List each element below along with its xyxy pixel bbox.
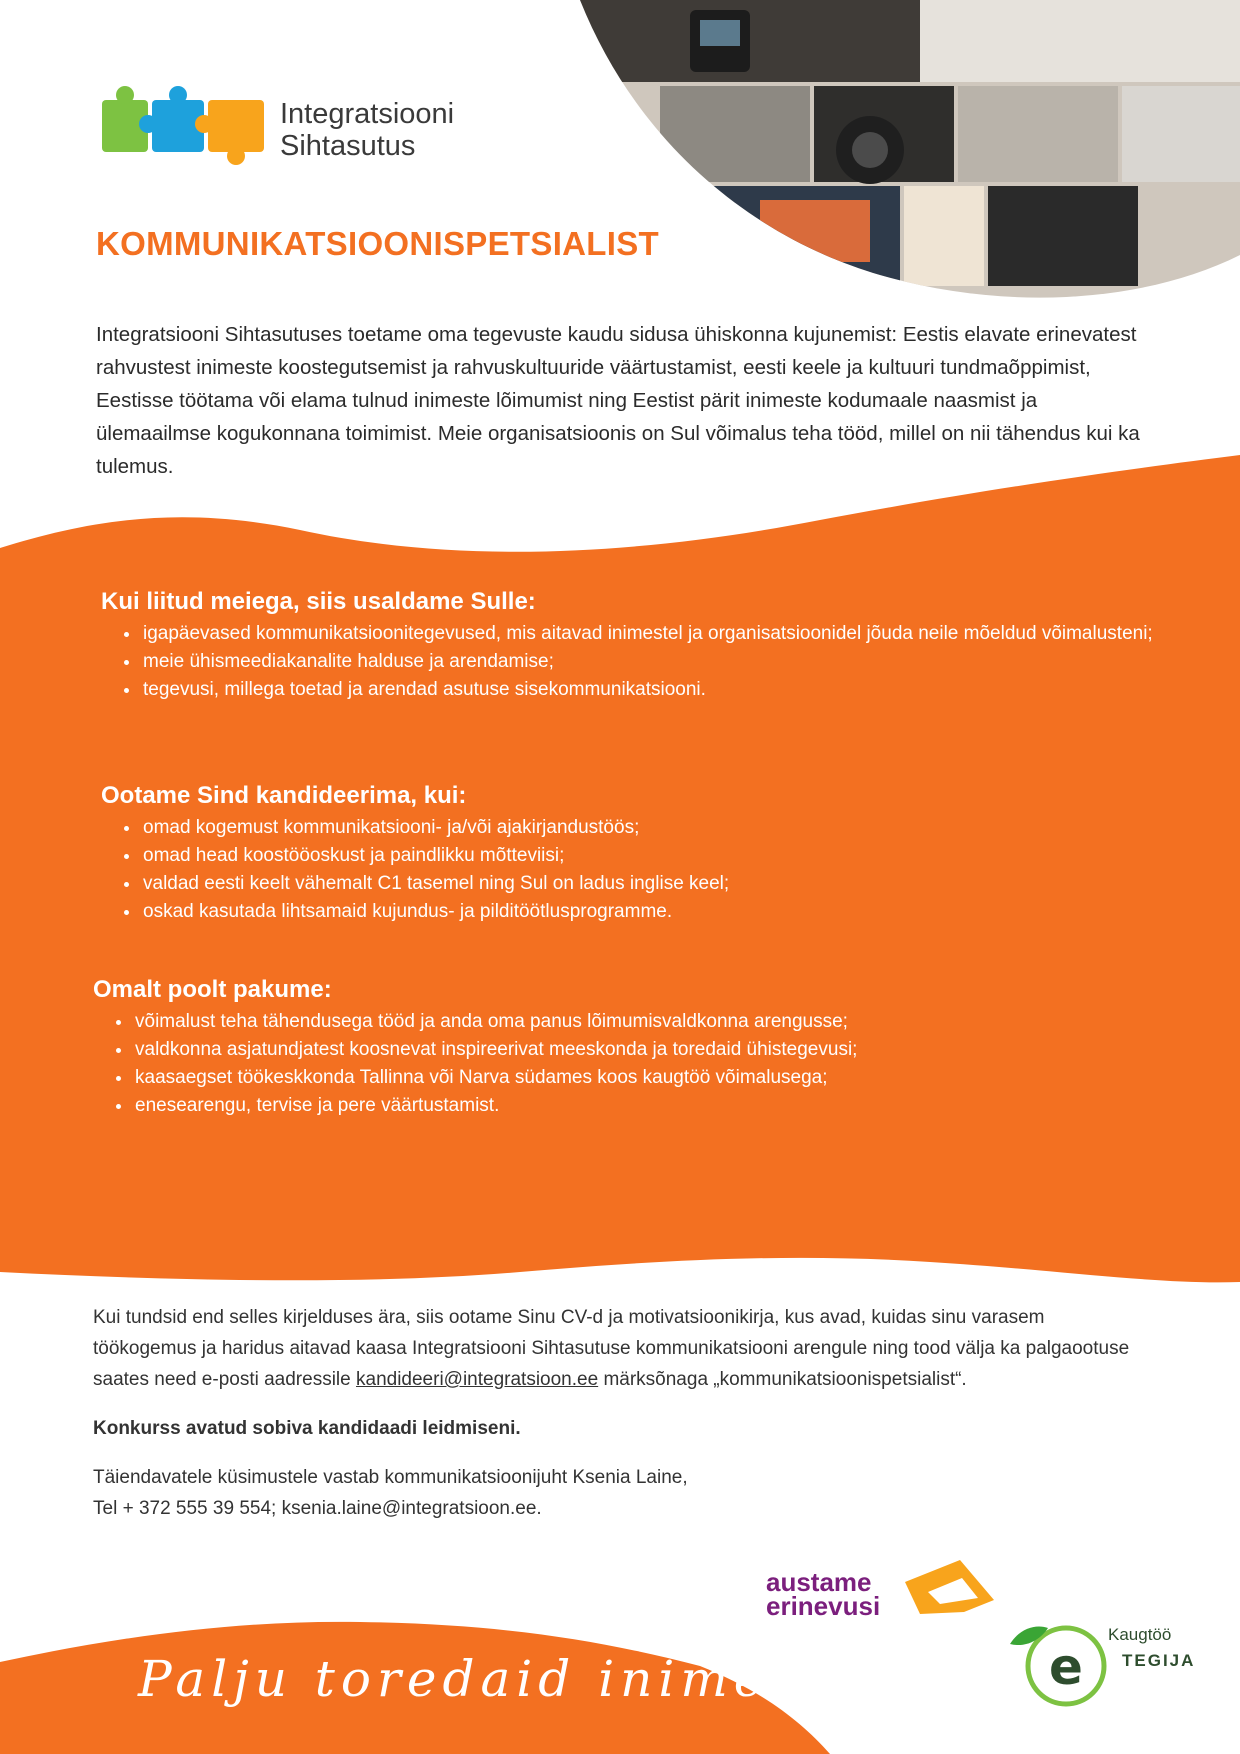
list-item: • omad head koostööoskust ja paindlikku mõtteviisi;	[141, 842, 1161, 870]
bullet-list	[101, 814, 1161, 926]
contact-info	[93, 1462, 1143, 1524]
austame-line2: erinevusi	[766, 1591, 881, 1621]
kaugtoo-line1: Kaugtöö	[1108, 1625, 1172, 1644]
section-requirements	[101, 782, 1161, 926]
list-item: • igapäevased kommunikatsioonitegevused, mis aitavad inimestel ja organisatsioonidel jõuda neile mõeldud võimalusteni;	[141, 620, 1161, 648]
section-heading: Kui liitud meiega, siis usaldame Sulle:	[101, 588, 536, 615]
austame-line1: austame	[766, 1567, 872, 1597]
application-paragraph	[93, 1302, 1143, 1395]
section-heading: Omalt poolt pakume:	[93, 976, 332, 1003]
list-item: • enesearengu, tervise ja pere väärtustamist.	[133, 1092, 1153, 1120]
deadline-text: Konkurss avatud sobiva kandidaadi leidmiseni.	[93, 1418, 521, 1439]
handwritten-slogan: Palju toredaid inimesi	[138, 1650, 824, 1708]
application-text: Kui tundsid end selles kirjelduses ära, siis ootame Sinu CV-d ja motivatsioonikirja, kus avad, kuidas sinu varasem töökogemus ja haridus aitavad kaasa Integratsiooni Sihtasutuse kommunikatsiooni arengule ning tood välja ka palgaootuse saates need e-posti aadressile	[93, 1307, 1130, 1390]
application-info	[93, 1302, 1143, 1542]
list-item: • tegevusi, millega toetad ja arendad asutuse sisekommunikatsiooni.	[141, 676, 1161, 704]
intro-paragraph: Integratsiooni Sihtasutuses toetame oma tegevuste kaudu sidusa ühiskonna kujunemist: Eestis elavate erinevatest rahvustest inimeste koostegutsemist ja rahvuskultuuride väärtustamist, eesti keele ja kultuuri tundmaõppimist, Eestisse töötama või elama tulnud inimeste lõimumist ning Eestist pärit inimeste kodumaale naasmist ja ülemaailmse kogukonnana toimimist. Meie organisatsioonis on Sul võimalus teha tööd, millel on nii tähendus kui ka tulemus.	[96, 323, 1140, 478]
logo-wordmark	[280, 98, 454, 162]
list-item: • kaasaegset töökeskkonda Tallinna või Narva südames koos kaugtöö võimalusega;	[133, 1064, 1153, 1092]
section-responsibilities	[101, 588, 1161, 704]
section-offer	[93, 976, 1153, 1120]
logo-text-line2: Sihtasutus	[280, 130, 416, 162]
list-item: • võimalust teha tähendusega tööd ja anda oma panus lõimumisvaldkonna arengusse;	[133, 1008, 1153, 1036]
list-item: • valdkonna asjatundjatest koosnevat inspireerivat meeskonda ja toredaid ühistegevusi;	[133, 1036, 1153, 1064]
email-link[interactable]: kandideeri@integratsioon.ee	[356, 1369, 599, 1390]
puzzle-logo-icon	[102, 86, 264, 165]
list-item: • oskad kasutada lihtsamaid kujundus- ja pilditöötlusprogramme.	[141, 898, 1161, 926]
svg-text:e: e	[1049, 1638, 1083, 1696]
list-item: • valdad eesti keelt vähemalt C1 tasemel ning Sul on ladus inglise keel;	[141, 870, 1161, 898]
logo-text-line1: Integratsiooni	[280, 98, 455, 130]
bullet-list	[93, 1008, 1153, 1120]
section-heading: Ootame Sind kandideerima, kui:	[101, 782, 467, 809]
list-item: • omad kogemust kommunikatsiooni- ja/või ajakirjandustöös;	[141, 814, 1161, 842]
contact-line1: Täiendavatele küsimustele vastab kommunikatsioonijuht Ksenia Laine,	[93, 1467, 688, 1488]
austame-erinevusi-logo	[766, 1567, 881, 1621]
bullet-list	[101, 620, 1161, 704]
application-text-after: märksõnaga „kommunikatsioonispetsialist“.	[603, 1369, 967, 1390]
contact-line2: Tel + 372 555 39 554; ksenia.laine@integratsioon.ee.	[93, 1498, 542, 1519]
kaugtoo-line2: TEGIJA	[1122, 1651, 1196, 1670]
kaugtoo-tegija-logo-icon	[1010, 1627, 1104, 1704]
page-title: KOMMUNIKATSIOONISPETSIALIST	[96, 225, 659, 262]
austame-erinevusi-logo-icon	[905, 1560, 994, 1614]
list-item: • meie ühismeediakanalite halduse ja arendamise;	[141, 648, 1161, 676]
photo-collage	[560, 0, 1240, 320]
